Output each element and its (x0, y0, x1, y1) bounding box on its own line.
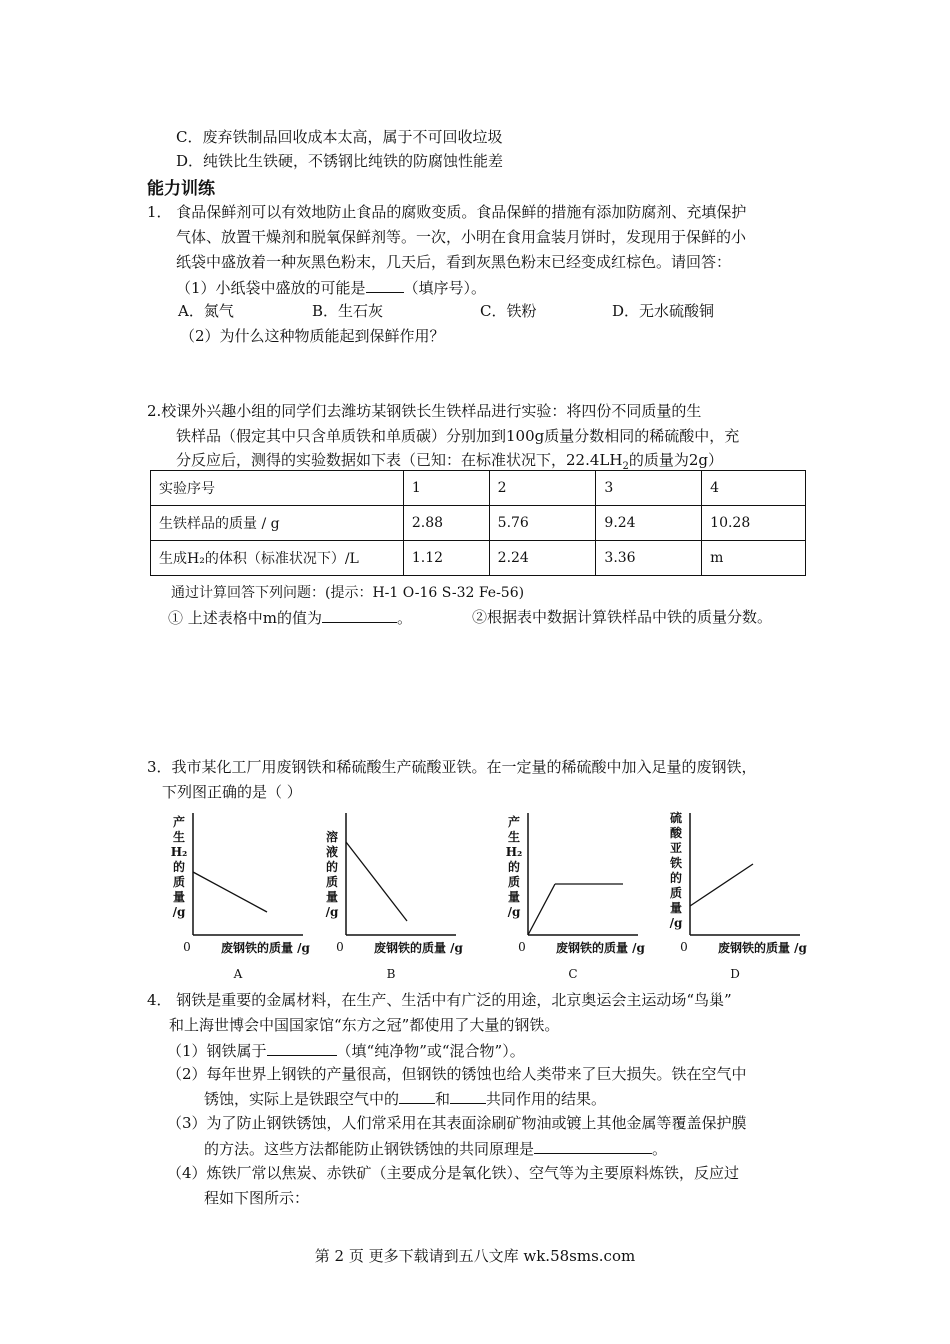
y-axis-label-char: /g (172, 905, 186, 919)
q1-part1 (176, 277, 486, 298)
q1-line2: 气体、放置干燥剂和脱氧保鲜剂等。一次，小明在食用盒装月饼时，发现用于保鲜的小 (176, 228, 747, 246)
q4-part2-line1: （2）每年世界上钢铁的产量很高，但钢铁的锈蚀也给人类带来了巨大损失。铁在空气中 (167, 1065, 747, 1083)
chart-letter-label: D (730, 967, 740, 981)
section-title: 能力训练 (147, 179, 215, 199)
q4-rust-blank-1[interactable] (399, 1088, 435, 1104)
y-axis-label-char: 产 (172, 815, 186, 829)
data-line (528, 884, 555, 935)
table-cell: 3 (596, 471, 702, 506)
option-d-text: D．纯铁比生铁硬，不锈钢比纯铁的防腐蚀性能差 (176, 152, 504, 170)
table-cell: 10.28 (702, 506, 806, 541)
table-cell: 2.88 (403, 506, 489, 541)
y-axis-label-char: 质 (507, 875, 521, 889)
q2-line3-a: 分反应后，测得的实验数据如下表（已知：在标准状况下，22.4LH (176, 451, 623, 469)
q4-part2-and: 和 (435, 1090, 451, 1108)
y-axis-label-char: 的 (669, 871, 683, 885)
y-axis-label-char: 生 (172, 830, 186, 844)
y-axis-label-char: 的 (172, 860, 186, 874)
table-cell: 2 (489, 471, 596, 506)
y-axis-label-char: 液 (325, 845, 339, 859)
chart-letter-label: B (386, 967, 396, 981)
y-axis-label-char: H₂ (170, 845, 188, 859)
q4-part2-suffix: 共同作用的结果。 (486, 1090, 607, 1108)
q1-part2: （2）为什么这种物质能起到保鲜作用？ (180, 327, 445, 345)
table-cell: 3.36 (596, 541, 702, 576)
table-cell: 5.76 (489, 506, 596, 541)
q4-part2-line2 (204, 1088, 606, 1109)
chart-a (160, 808, 310, 987)
x-axis-label: 废钢铁的质量 /g (556, 941, 645, 955)
q4-material-blank[interactable] (267, 1040, 337, 1056)
q4-part3-prefix: 的方法。这些方法都能防止钢铁锈蚀的共同原理是 (204, 1140, 535, 1158)
chart-b (320, 808, 485, 987)
experiment-table (150, 470, 806, 576)
q4-rust-blank-2[interactable] (450, 1088, 486, 1104)
option-c-text: C．废弃铁制品回收成本太高，属于不可回收垃圾 (176, 128, 503, 146)
page-footer: 第 2 页 更多下载请到五八文库 wk.58sms.com (314, 1247, 636, 1265)
chart-svg (495, 808, 655, 983)
q4-part1-prefix: （1）钢铁属于 (167, 1042, 267, 1060)
q4-part4-line1: （4）炼铁厂常以焦炭、赤铁矿（主要成分是氧化铁）、空气等为主要原料炼铁，反应过 (167, 1164, 740, 1182)
table-row (151, 471, 806, 506)
table-row-header: 生成H₂的体积（标准状况下）/L (151, 541, 404, 576)
table-cell: 4 (702, 471, 806, 506)
q2-m-blank[interactable] (322, 607, 397, 623)
y-axis-label-char: /g (669, 916, 683, 930)
q2-sub1-suffix: 。 (397, 609, 413, 627)
data-line (690, 864, 753, 906)
table-cell: 2.24 (489, 541, 596, 576)
q1-option-d: D．无水硫酸铜 (612, 302, 715, 320)
q3-line1: 3．我市某化工厂用废钢铁和稀硫酸生产硫酸亚铁。在一定量的稀硫酸中加入足量的废钢铁， (147, 758, 757, 776)
origin-label: 0 (518, 940, 526, 954)
q4-part3-suffix: 。 (652, 1140, 668, 1158)
y-axis-label-char: 质 (669, 886, 683, 900)
q4-part1 (167, 1040, 525, 1061)
table-cell: 1 (403, 471, 489, 506)
q4-part2-prefix: 锈蚀，实际上是铁跟空气中的 (204, 1090, 400, 1108)
q1-part1-prefix: （1）小纸袋中盛放的可能是 (176, 279, 366, 297)
x-axis-label: 废钢铁的质量 /g (718, 941, 807, 955)
q1-line3: 纸袋中盛放着一种灰黑色粉末，几天后，看到灰黑色粉末已经变成红棕色。请回答： (176, 253, 732, 271)
chart-svg (320, 808, 485, 983)
y-axis-label-char: 的 (325, 860, 339, 874)
q2-sub1 (168, 607, 412, 628)
y-axis-label-char: 铁 (669, 856, 683, 870)
table-row-header: 生铁样品的质量 / g (151, 506, 404, 541)
q4-part4-line2: 程如下图所示： (204, 1189, 310, 1207)
q4-part1-suffix: （填“纯净物”或“混合物”）。 (336, 1042, 525, 1060)
q4-line2: 和上海世博会中国国家馆“东方之冠”都使用了大量的钢铁。 (169, 1016, 560, 1034)
chart-svg (160, 808, 310, 983)
y-axis-label-char: 量 (325, 890, 339, 904)
q2-hint: 通过计算回答下列问题：(提示：H-1 O-16 S-32 Fe-56) (171, 585, 525, 601)
table-cell: 9.24 (596, 506, 702, 541)
data-line (346, 842, 407, 921)
y-axis-label-char: 量 (172, 890, 186, 904)
q1-option-c: C．铁粉 (480, 302, 537, 320)
x-axis-label: 废钢铁的质量 /g (221, 941, 310, 955)
q3-line2: 下列图正确的是（ ） (162, 783, 302, 801)
y-axis-label-char: 生 (507, 830, 521, 844)
y-axis-label-char: 量 (669, 901, 683, 915)
table-row (151, 506, 806, 541)
x-axis-label: 废钢铁的质量 /g (374, 941, 463, 955)
q2-line3-b: 的质量为2g） (628, 451, 723, 469)
y-axis-label-char: 酸 (669, 826, 683, 840)
q1-part1-suffix: （填序号）。 (403, 279, 487, 297)
data-line (193, 872, 267, 912)
q4-principle-blank[interactable] (534, 1138, 652, 1154)
y-axis-label-char: 质 (172, 875, 186, 889)
table-cell: m (702, 541, 806, 576)
chart-c (495, 808, 655, 987)
chart-letter-label: A (233, 967, 243, 981)
q2-line3-sub: 2 (622, 461, 629, 472)
chart-svg (660, 808, 810, 983)
origin-label: 0 (183, 940, 191, 954)
q1-line1: 1． 食品保鲜剂可以有效地防止食品的腐败变质。食品保鲜的措施有添加防腐剂、充填保护 (147, 203, 747, 221)
chart-d (660, 808, 810, 987)
y-axis-label-char: 量 (507, 890, 521, 904)
q2-sub2: ②根据表中数据计算铁样品中铁的质量分数。 (472, 608, 773, 626)
origin-label: 0 (680, 940, 688, 954)
table-row (151, 541, 806, 576)
y-axis-label-char: 亚 (669, 841, 683, 855)
q1-option-a: A．氮气 (178, 302, 234, 320)
y-axis-label-char: 溶 (325, 830, 339, 844)
q2-sub1-prefix: ① 上述表格中m的值为 (168, 609, 322, 627)
chart-letter-label: C (568, 967, 578, 981)
y-axis-label-char: /g (507, 905, 521, 919)
q2-line2: 铁样品（假定其中只含单质铁和单质碳）分别加到100g质量分数相同的稀硫酸中，充 (176, 427, 740, 445)
y-axis-label-char: 硫 (669, 811, 683, 825)
origin-label: 0 (336, 940, 344, 954)
q4-line1: 4． 钢铁是重要的金属材料，在生产、生活中有广泛的用途，北京奥运会主运动场“鸟巢” (147, 991, 732, 1009)
q4-part3-line2 (204, 1138, 667, 1159)
table-cell: 1.12 (403, 541, 489, 576)
q4-part3-line1: （3）为了防止钢铁锈蚀，人们常采用在其表面涂刷矿物油或镀上其他金属等覆盖保护膜 (167, 1114, 747, 1132)
y-axis-label-char: /g (325, 905, 339, 919)
q1-option-b: B．生石灰 (312, 302, 384, 320)
y-axis-label-char: 的 (507, 860, 521, 874)
q1-answer-blank[interactable] (366, 277, 404, 293)
y-axis-label-char: 质 (325, 875, 339, 889)
table-row-header: 实验序号 (151, 471, 404, 506)
y-axis-label-char: H₂ (505, 845, 523, 859)
q2-line1: 2.校课外兴趣小组的同学们去潍坊某钢铁长生铁样品进行实验：将四份不同质量的生 (147, 402, 702, 420)
y-axis-label-char: 产 (507, 815, 521, 829)
